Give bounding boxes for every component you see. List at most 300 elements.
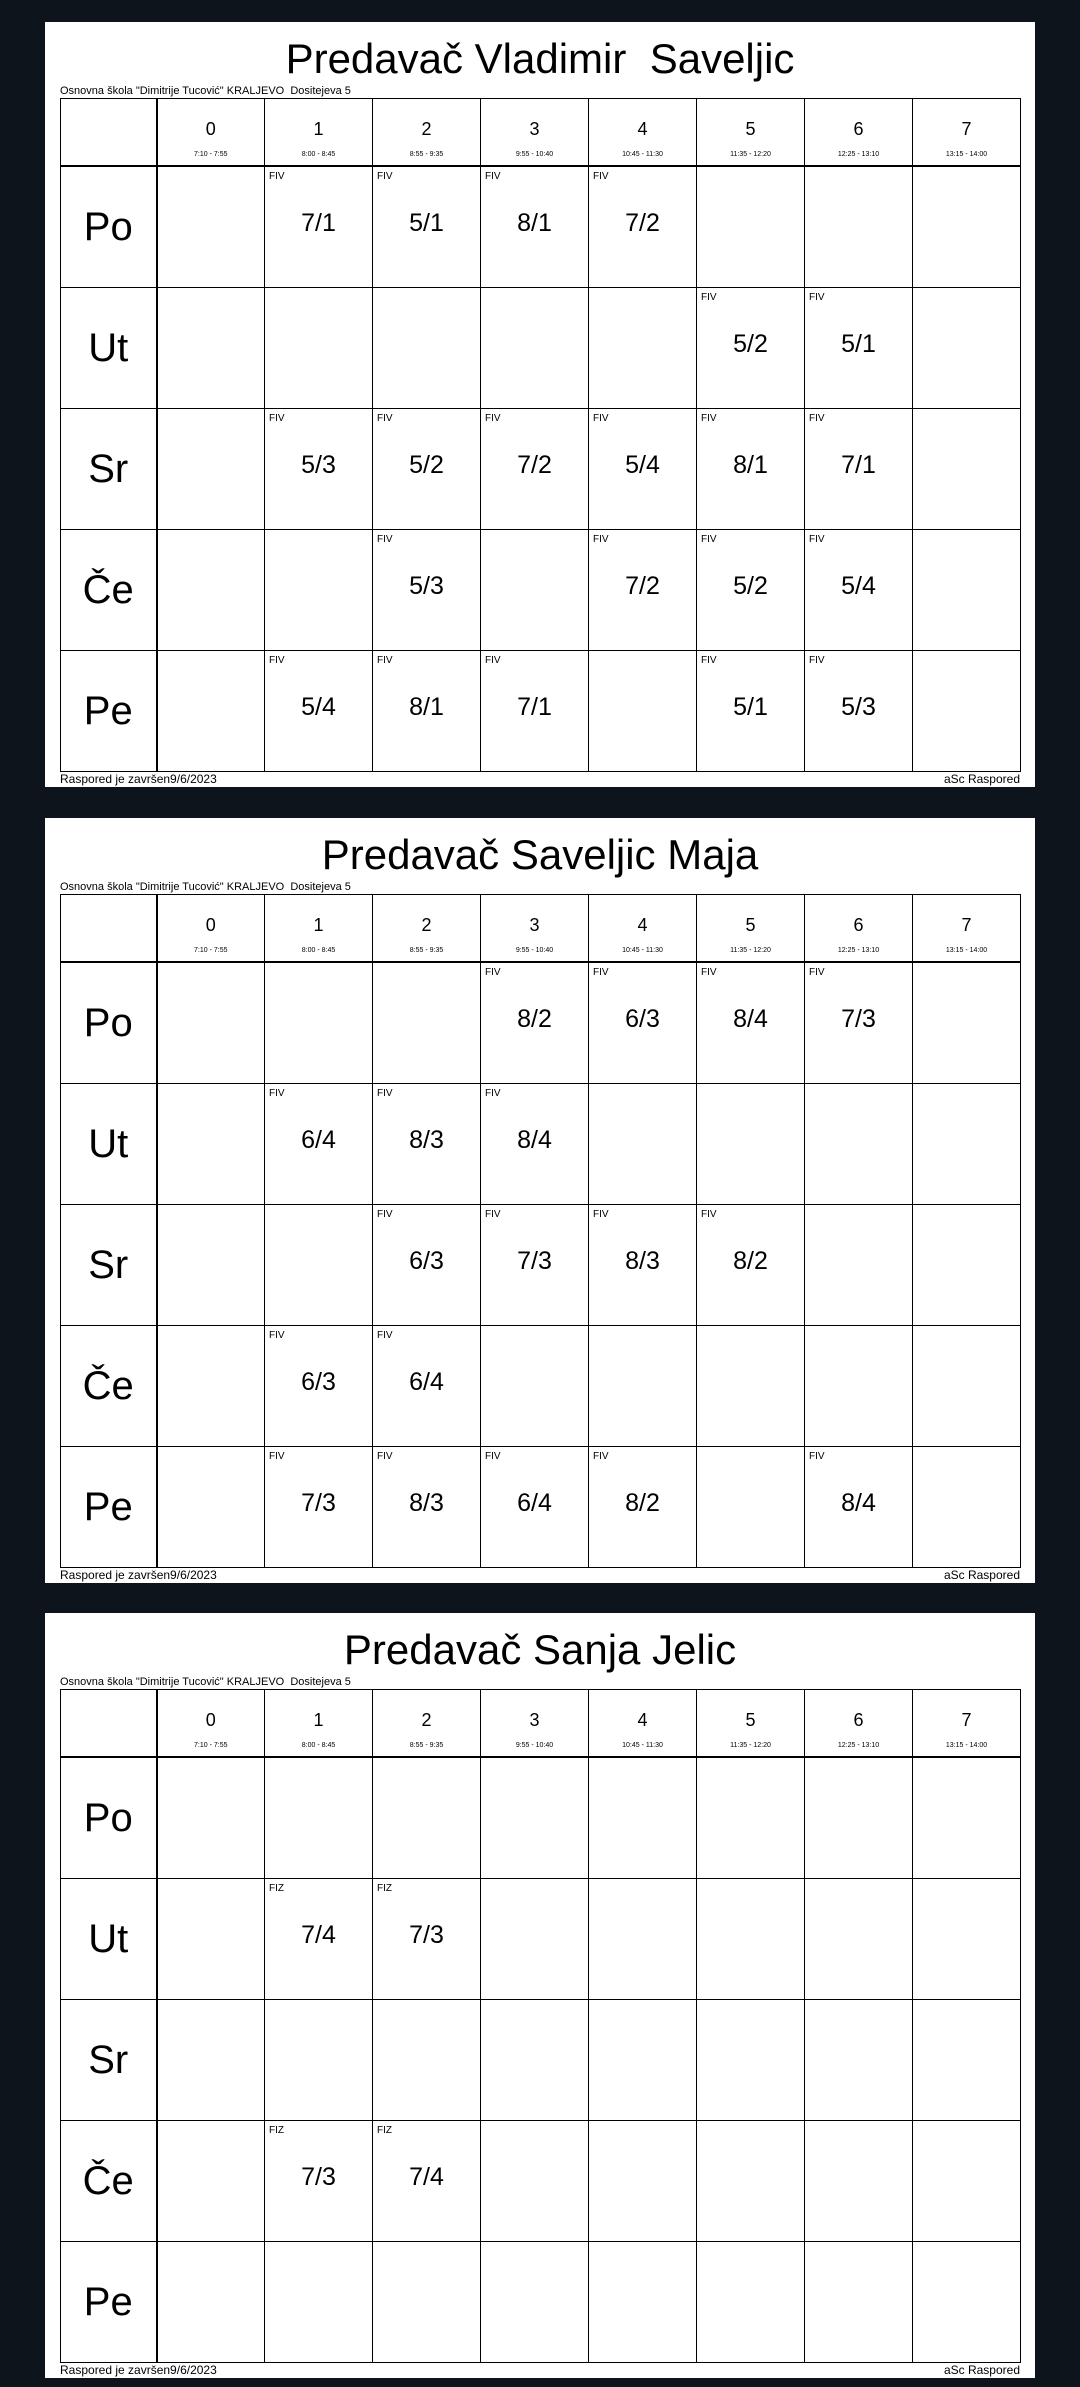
day-label-cell xyxy=(61,1205,157,1326)
day-label-cell xyxy=(61,1757,157,1878)
lesson-cell xyxy=(805,288,913,409)
period-time: 13:15 - 14:00 xyxy=(945,947,988,954)
day-label: Pe xyxy=(83,1484,133,1529)
empty-cell xyxy=(805,166,913,287)
empty-cell xyxy=(697,1757,805,1878)
lesson-cell xyxy=(805,409,913,530)
empty-cell xyxy=(157,2000,265,2121)
period-header-cell xyxy=(913,895,1021,963)
empty-cell xyxy=(697,1447,805,1568)
lesson-subject: FIV xyxy=(593,967,609,979)
period-time: 8:55 - 9:35 xyxy=(409,151,444,158)
lesson-subject: FIV xyxy=(269,413,285,425)
period-time: 9:55 - 10:40 xyxy=(515,151,554,158)
empty-cell xyxy=(589,2121,697,2242)
period-number: 1 xyxy=(313,915,324,935)
lesson-class: 8/4 xyxy=(517,1126,552,1155)
period-header-cell xyxy=(589,1690,697,1758)
lesson-subject: FIV xyxy=(701,967,717,979)
period-time: 11:35 - 12:20 xyxy=(730,151,771,158)
period-time: 8:00 - 8:45 xyxy=(301,947,336,954)
lesson-class: 5/3 xyxy=(409,572,444,601)
empty-cell xyxy=(589,2242,697,2363)
empty-cell xyxy=(913,2242,1021,2363)
empty-cell xyxy=(481,1757,589,1878)
empty-cell xyxy=(157,1084,265,1205)
teacher-timetable-sheet xyxy=(45,818,1035,1583)
teacher-timetable-sheet xyxy=(45,1613,1035,2378)
lesson-subject: FIV xyxy=(377,1451,393,1463)
day-label: Sr xyxy=(88,1242,129,1287)
timetable-grid xyxy=(60,894,1021,1568)
empty-cell xyxy=(265,1205,373,1326)
period-number: 1 xyxy=(313,119,324,139)
empty-cell xyxy=(157,1326,265,1447)
period-number: 6 xyxy=(853,1710,864,1730)
lesson-subject: FIV xyxy=(593,171,609,183)
empty-cell xyxy=(373,1757,481,1878)
lesson-class: 8/1 xyxy=(409,693,444,722)
lesson-class: 7/2 xyxy=(517,451,552,480)
lesson-subject: FIV xyxy=(269,171,285,183)
empty-cell xyxy=(481,2000,589,2121)
empty-cell xyxy=(157,288,265,409)
empty-cell xyxy=(697,166,805,287)
day-label-cell xyxy=(61,530,157,651)
lesson-cell xyxy=(373,1447,481,1568)
day-label-cell xyxy=(61,962,157,1083)
empty-cell xyxy=(265,1757,373,1878)
day-row xyxy=(61,1757,1021,1878)
empty-cell xyxy=(157,1447,265,1568)
period-number: 2 xyxy=(421,915,432,935)
empty-cell xyxy=(913,1084,1021,1205)
lesson-cell xyxy=(265,2121,373,2242)
day-label: Pe xyxy=(83,2279,133,2324)
empty-cell xyxy=(805,2121,913,2242)
lesson-cell xyxy=(697,651,805,772)
empty-cell xyxy=(913,1326,1021,1447)
period-number: 1 xyxy=(313,1710,324,1730)
empty-cell xyxy=(481,1326,589,1447)
empty-cell xyxy=(697,2242,805,2363)
lesson-subject: FIV xyxy=(485,967,501,979)
day-label-cell xyxy=(61,1084,157,1205)
lesson-class: 8/2 xyxy=(733,1247,768,1276)
empty-cell xyxy=(697,2121,805,2242)
footer-software: aSc Raspored xyxy=(943,1568,1020,1582)
lesson-class: 7/3 xyxy=(301,1489,336,1518)
empty-cell xyxy=(697,1084,805,1205)
empty-cell xyxy=(805,2242,913,2363)
lesson-cell xyxy=(805,530,913,651)
corner-cell xyxy=(61,895,157,963)
lesson-subject: FIV xyxy=(485,1088,501,1100)
lesson-cell xyxy=(373,1326,481,1447)
empty-cell xyxy=(157,1205,265,1326)
school-address: Osnovna škola "Dimitrije Tucović" KRALJEVO Dositejeva 5 xyxy=(60,1676,351,1688)
school-address: Osnovna škola "Dimitrije Tucović" KRALJEVO Dositejeva 5 xyxy=(60,881,351,893)
day-label: Ut xyxy=(88,1916,129,1961)
lesson-subject: FIV xyxy=(377,1330,393,1342)
lesson-class: 6/4 xyxy=(517,1489,552,1518)
empty-cell xyxy=(697,1879,805,2000)
lesson-class: 7/1 xyxy=(517,693,552,722)
empty-cell xyxy=(265,530,373,651)
lesson-subject: FIV xyxy=(377,413,393,425)
lesson-cell xyxy=(265,1326,373,1447)
empty-cell xyxy=(913,2000,1021,2121)
period-time: 8:00 - 8:45 xyxy=(301,151,336,158)
period-time: 12:25 - 13:10 xyxy=(837,947,880,954)
empty-cell xyxy=(373,2242,481,2363)
period-time: 9:55 - 10:40 xyxy=(515,1742,554,1749)
day-row xyxy=(61,1084,1021,1205)
empty-cell xyxy=(697,2000,805,2121)
period-number: 3 xyxy=(529,915,540,935)
empty-cell xyxy=(805,1326,913,1447)
lesson-class: 5/2 xyxy=(733,330,768,359)
lesson-subject: FIV xyxy=(701,413,717,425)
lesson-subject: FIV xyxy=(485,1209,501,1221)
lesson-cell xyxy=(265,409,373,530)
lesson-class: 6/3 xyxy=(301,1368,336,1397)
empty-cell xyxy=(157,166,265,287)
period-header-cell xyxy=(373,99,481,167)
lesson-cell xyxy=(373,530,481,651)
day-label-cell xyxy=(61,2121,157,2242)
period-header-cell xyxy=(481,99,589,167)
empty-cell xyxy=(373,288,481,409)
lesson-cell xyxy=(481,1205,589,1326)
period-time: 7:10 - 7:55 xyxy=(194,947,228,954)
lesson-class: 5/2 xyxy=(733,572,768,601)
empty-cell xyxy=(805,1879,913,2000)
period-time: 12:25 - 13:10 xyxy=(837,151,880,158)
empty-cell xyxy=(481,288,589,409)
lesson-subject: FIV xyxy=(593,1451,609,1463)
empty-cell xyxy=(589,1084,697,1205)
empty-cell xyxy=(157,2121,265,2242)
period-header-cell xyxy=(805,99,913,167)
school-address: Osnovna škola "Dimitrije Tucović" KRALJEVO Dositejeva 5 xyxy=(60,85,351,97)
period-header-row xyxy=(61,1690,1021,1758)
lesson-subject: FIV xyxy=(809,534,825,546)
lesson-cell xyxy=(589,409,697,530)
lesson-subject: FIV xyxy=(377,1088,393,1100)
lesson-class: 7/3 xyxy=(517,1247,552,1276)
period-header-cell xyxy=(589,895,697,963)
lesson-cell xyxy=(481,651,589,772)
lesson-cell xyxy=(589,1447,697,1568)
lesson-class: 5/2 xyxy=(409,451,444,480)
period-time: 12:25 - 13:10 xyxy=(837,1742,880,1749)
lesson-subject: FIV xyxy=(377,1209,393,1221)
day-label-cell xyxy=(61,1326,157,1447)
day-row xyxy=(61,2242,1021,2363)
lesson-class: 8/2 xyxy=(625,1489,660,1518)
lesson-subject: FIV xyxy=(809,413,825,425)
lesson-class: 8/4 xyxy=(733,1005,768,1034)
footer-completed-date: Raspored je završen9/6/2023 xyxy=(60,1568,217,1582)
lesson-class: 5/3 xyxy=(841,693,876,722)
lesson-cell xyxy=(373,651,481,772)
lesson-class: 8/1 xyxy=(517,209,552,238)
lesson-subject: FIV xyxy=(593,534,609,546)
period-number: 0 xyxy=(205,119,216,139)
empty-cell xyxy=(913,288,1021,409)
lesson-class: 5/1 xyxy=(409,209,444,238)
lesson-cell xyxy=(697,409,805,530)
lesson-class: 7/3 xyxy=(841,1005,876,1034)
empty-cell xyxy=(265,2242,373,2363)
period-header-row xyxy=(61,895,1021,963)
lesson-cell xyxy=(805,651,913,772)
day-label: Po xyxy=(83,1000,133,1045)
period-number: 5 xyxy=(745,915,756,935)
day-label: Ut xyxy=(88,325,129,370)
period-header-cell xyxy=(157,1690,265,1758)
lesson-class: 8/2 xyxy=(517,1005,552,1034)
lesson-class: 6/4 xyxy=(301,1126,336,1155)
lesson-class: 7/2 xyxy=(625,209,660,238)
day-label: Če xyxy=(82,2158,134,2203)
lesson-class: 7/2 xyxy=(625,572,660,601)
day-row xyxy=(61,962,1021,1083)
day-row xyxy=(61,651,1021,772)
day-row xyxy=(61,2000,1021,2121)
lesson-class: 5/1 xyxy=(733,693,768,722)
lesson-cell xyxy=(589,166,697,287)
empty-cell xyxy=(157,2242,265,2363)
period-number: 5 xyxy=(745,119,756,139)
lesson-cell xyxy=(265,651,373,772)
lesson-class: 7/1 xyxy=(301,209,336,238)
day-label: Pe xyxy=(83,688,133,733)
empty-cell xyxy=(913,651,1021,772)
empty-cell xyxy=(913,1447,1021,1568)
day-label: Sr xyxy=(88,2037,129,2082)
period-header-cell xyxy=(697,1690,805,1758)
lesson-cell xyxy=(265,1084,373,1205)
lesson-subject: FIV xyxy=(701,534,717,546)
period-number: 6 xyxy=(853,915,864,935)
lesson-cell xyxy=(697,530,805,651)
lesson-cell xyxy=(373,409,481,530)
day-label-cell xyxy=(61,166,157,287)
teacher-timetable-sheet xyxy=(45,22,1035,787)
empty-cell xyxy=(265,2000,373,2121)
period-header-cell xyxy=(373,1690,481,1758)
period-number: 0 xyxy=(205,915,216,935)
lesson-class: 5/1 xyxy=(841,330,876,359)
period-header-cell xyxy=(265,1690,373,1758)
lesson-class: 7/3 xyxy=(409,1921,444,1950)
period-number: 4 xyxy=(637,1710,648,1730)
day-row xyxy=(61,2121,1021,2242)
lesson-cell xyxy=(697,288,805,409)
period-time: 11:35 - 12:20 xyxy=(730,947,771,954)
period-time: 13:15 - 14:00 xyxy=(945,151,988,158)
lesson-subject: FIV xyxy=(701,1209,717,1221)
lesson-cell xyxy=(481,1447,589,1568)
empty-cell xyxy=(481,2242,589,2363)
lesson-subject: FIV xyxy=(809,967,825,979)
empty-cell xyxy=(373,962,481,1083)
lesson-class: 6/3 xyxy=(409,1247,444,1276)
period-time: 10:45 - 11:30 xyxy=(622,1742,663,1749)
lesson-class: 5/4 xyxy=(301,693,336,722)
period-header-cell xyxy=(373,895,481,963)
empty-cell xyxy=(805,1205,913,1326)
lesson-class: 8/4 xyxy=(841,1489,876,1518)
empty-cell xyxy=(913,1757,1021,1878)
period-time: 7:10 - 7:55 xyxy=(194,151,228,158)
empty-cell xyxy=(589,1326,697,1447)
empty-cell xyxy=(913,409,1021,530)
lesson-subject: FIV xyxy=(269,1451,285,1463)
empty-cell xyxy=(157,651,265,772)
lesson-cell xyxy=(481,1084,589,1205)
lesson-class: 8/3 xyxy=(409,1126,444,1155)
period-time: 9:55 - 10:40 xyxy=(515,947,554,954)
lesson-cell xyxy=(265,166,373,287)
lesson-cell xyxy=(697,962,805,1083)
day-row xyxy=(61,288,1021,409)
lesson-cell xyxy=(805,1447,913,1568)
lesson-class: 7/3 xyxy=(301,2163,336,2192)
period-header-cell xyxy=(805,895,913,963)
empty-cell xyxy=(589,1879,697,2000)
period-time: 8:55 - 9:35 xyxy=(409,947,444,954)
lesson-cell xyxy=(373,166,481,287)
empty-cell xyxy=(913,1205,1021,1326)
empty-cell xyxy=(805,1757,913,1878)
footer-software: aSc Raspored xyxy=(943,2363,1020,2377)
lesson-subject: FIV xyxy=(485,655,501,667)
lesson-class: 5/4 xyxy=(625,451,660,480)
period-time: 7:10 - 7:55 xyxy=(194,1742,228,1749)
period-number: 5 xyxy=(745,1710,756,1730)
period-header-cell xyxy=(157,895,265,963)
lesson-subject: FIZ xyxy=(269,1883,284,1895)
lesson-class: 7/4 xyxy=(409,2163,444,2192)
empty-cell xyxy=(589,288,697,409)
period-header-cell xyxy=(697,99,805,167)
day-row xyxy=(61,1326,1021,1447)
empty-cell xyxy=(157,1879,265,2000)
lesson-subject: FIZ xyxy=(377,1883,392,1895)
lesson-cell xyxy=(481,166,589,287)
lesson-cell xyxy=(805,962,913,1083)
lesson-cell xyxy=(373,1879,481,2000)
empty-cell xyxy=(157,530,265,651)
lesson-class: 6/4 xyxy=(409,1368,444,1397)
day-label: Po xyxy=(83,204,133,249)
lesson-class: 5/4 xyxy=(841,572,876,601)
day-label-cell xyxy=(61,2000,157,2121)
period-number: 4 xyxy=(637,915,648,935)
lesson-subject: FIV xyxy=(485,1451,501,1463)
empty-cell xyxy=(697,1326,805,1447)
day-label-cell xyxy=(61,2242,157,2363)
empty-cell xyxy=(913,962,1021,1083)
period-header-cell xyxy=(481,895,589,963)
empty-cell xyxy=(805,2000,913,2121)
empty-cell xyxy=(589,651,697,772)
lesson-subject: FIZ xyxy=(269,2125,284,2137)
day-label-cell xyxy=(61,288,157,409)
empty-cell xyxy=(805,1084,913,1205)
lesson-subject: FIV xyxy=(269,1088,285,1100)
empty-cell xyxy=(913,530,1021,651)
day-row xyxy=(61,166,1021,287)
lesson-subject: FIV xyxy=(269,1330,285,1342)
day-row xyxy=(61,1879,1021,2000)
lesson-cell xyxy=(373,1205,481,1326)
period-header-cell xyxy=(697,895,805,963)
lesson-subject: FIV xyxy=(485,171,501,183)
lesson-cell xyxy=(589,530,697,651)
timetable-grid xyxy=(60,98,1021,772)
empty-cell xyxy=(265,962,373,1083)
empty-cell xyxy=(481,1879,589,2000)
empty-cell xyxy=(589,1757,697,1878)
footer-completed-date: Raspored je završen9/6/2023 xyxy=(60,2363,217,2377)
period-time: 10:45 - 11:30 xyxy=(622,151,663,158)
period-time: 13:15 - 14:00 xyxy=(945,1742,988,1749)
lesson-cell xyxy=(373,2121,481,2242)
day-label: Ut xyxy=(88,1121,129,1166)
day-row xyxy=(61,1447,1021,1568)
empty-cell xyxy=(913,2121,1021,2242)
lesson-subject: FIV xyxy=(269,655,285,667)
lesson-cell xyxy=(373,1084,481,1205)
period-header-cell xyxy=(265,895,373,963)
period-number: 3 xyxy=(529,1710,540,1730)
period-header-cell xyxy=(589,99,697,167)
lesson-class: 8/3 xyxy=(409,1489,444,1518)
lesson-subject: FIV xyxy=(485,413,501,425)
period-number: 6 xyxy=(853,119,864,139)
lesson-subject: FIV xyxy=(377,171,393,183)
period-time: 8:55 - 9:35 xyxy=(409,1742,444,1749)
empty-cell xyxy=(913,166,1021,287)
period-header-cell xyxy=(481,1690,589,1758)
empty-cell xyxy=(265,288,373,409)
period-header-cell xyxy=(157,99,265,167)
period-number: 2 xyxy=(421,1710,432,1730)
sheet-title: Predavač Saveljic Maja xyxy=(321,831,759,878)
lesson-class: 6/3 xyxy=(625,1005,660,1034)
lesson-class: 5/3 xyxy=(301,451,336,480)
period-number: 7 xyxy=(961,915,972,935)
lesson-subject: FIZ xyxy=(377,2125,392,2137)
period-header-cell xyxy=(913,1690,1021,1758)
day-label: Po xyxy=(83,1795,133,1840)
day-label-cell xyxy=(61,1879,157,2000)
period-header-cell xyxy=(913,99,1021,167)
empty-cell xyxy=(157,1757,265,1878)
day-label: Če xyxy=(82,567,134,612)
lesson-cell xyxy=(589,962,697,1083)
lesson-subject: FIV xyxy=(593,1209,609,1221)
lesson-subject: FIV xyxy=(701,292,717,304)
period-time: 11:35 - 12:20 xyxy=(730,1742,771,1749)
lesson-subject: FIV xyxy=(809,655,825,667)
empty-cell xyxy=(589,2000,697,2121)
corner-cell xyxy=(61,1690,157,1758)
